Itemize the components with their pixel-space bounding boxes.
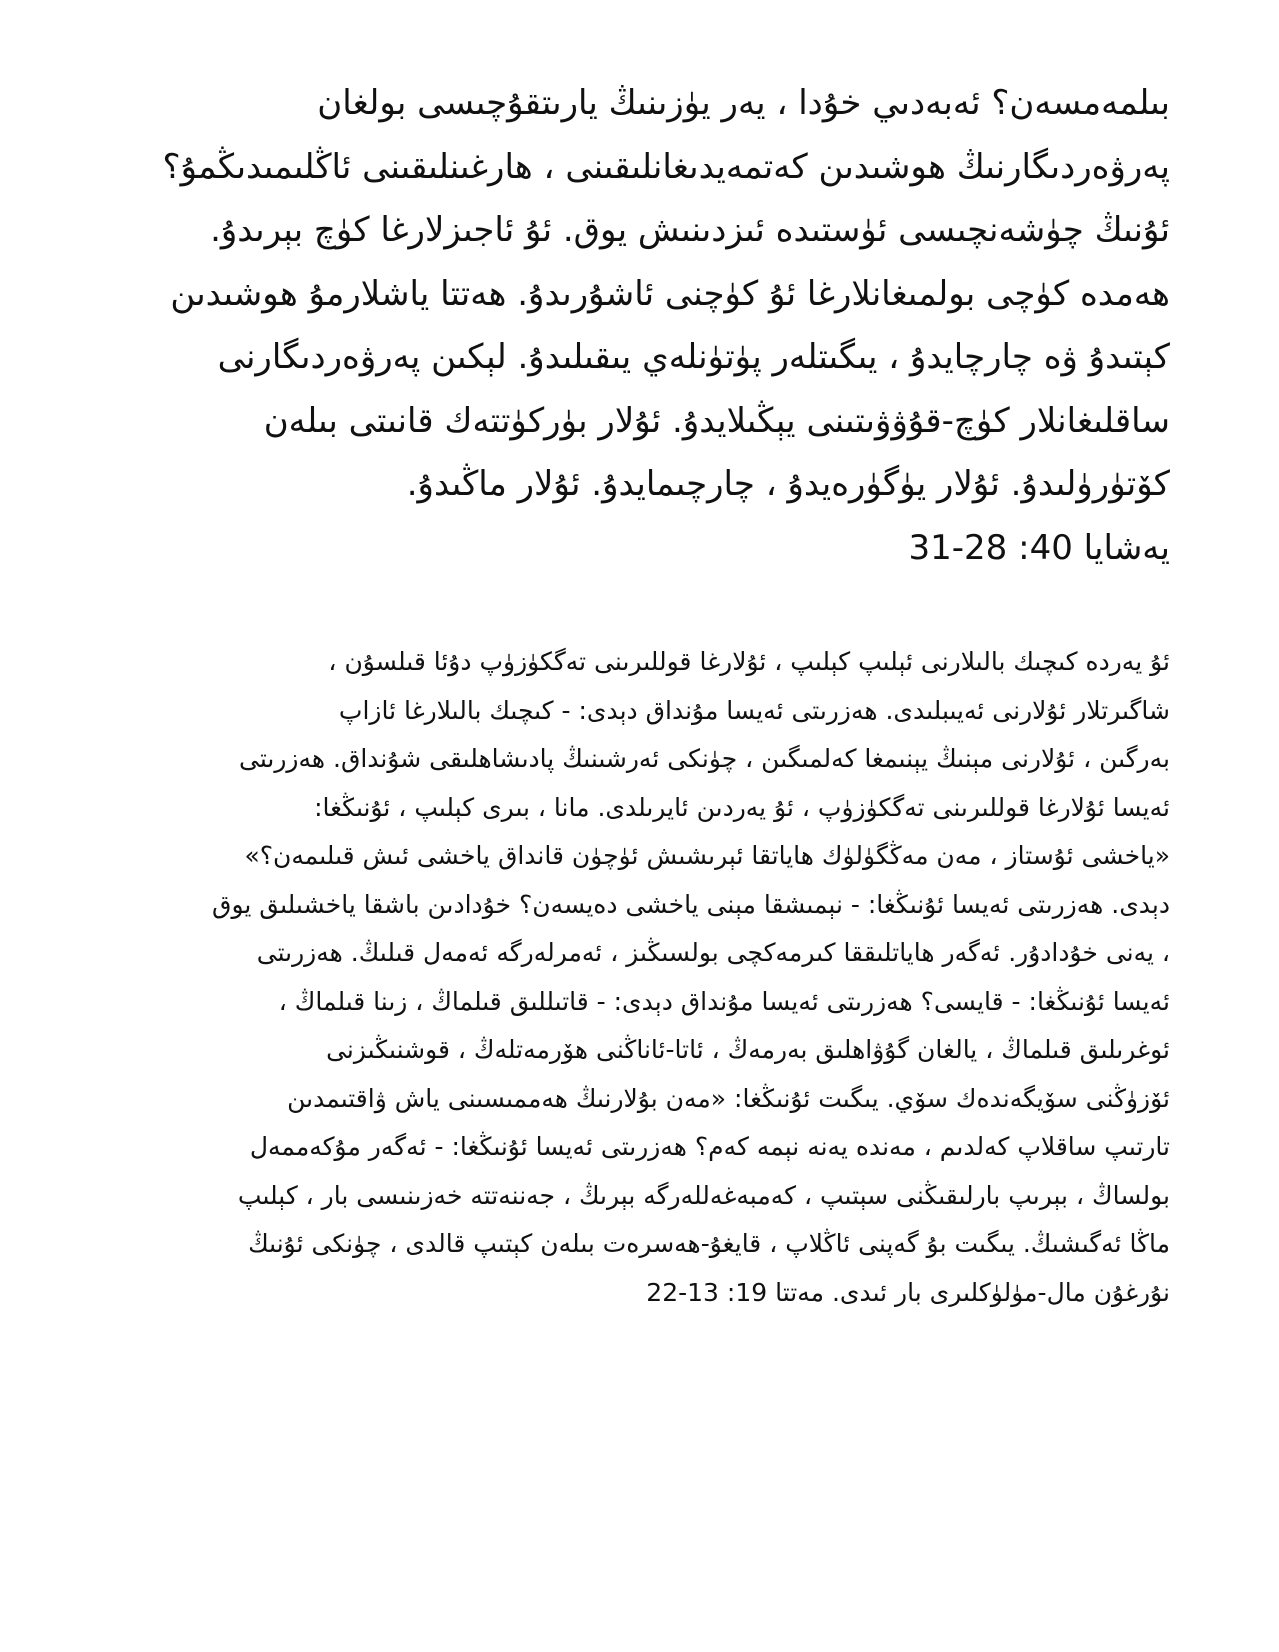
poem-line: ساقلىغانلار كۈچ-قۇۋۋىتىنى يېڭىلايدۇ. ئۇلار بۈركۈتتەك قانىتى بىلەن — [263, 400, 1170, 441]
poem-block — [100, 72, 1170, 580]
poem-reference: يەشايا 40: 28-31 — [908, 527, 1170, 568]
prose-line: تارتىپ ساقلاپ كەلدىم ، مەندە يەنە نېمە كەم؟ ھەزرىتى ئەيسا ئۇنىڭغا: - ئەگەر مۇكەممەل — [249, 1132, 1170, 1161]
prose-line: دېدى. ھەزرىتى ئەيسا ئۇنىڭغا: - نېمىشقا مېنى ياخشى دەيسەن؟ خۇدادىن باشقا ياخشىلىق يوق — [212, 889, 1170, 919]
poem-line: بىلمەمسەن؟ ئەبەدىي خۇدا ، يەر يۈزىنىڭ يارىتقۇچىسى بولغان — [317, 83, 1170, 123]
prose-line: ئۆزۈڭنى سۆيگەندەك سۆي. يىگىت ئۇنىڭغا: «مەن بۇلارنىڭ ھەممىسىنى ياش ۋاقتىمدىن — [287, 1083, 1170, 1113]
prose-line: شاگىرتلار ئۇلارنى ئەيىبلىدى. ھەزرىتى ئەيسا مۇنداق دېدى: - كىچىك بالىلارغا ئازاپ — [338, 695, 1170, 725]
prose-line: «ياخشى ئۇستاز ، مەن مەڭگۈلۈك ھاياتقا ئېرىشىش ئۈچۈن قانداق ياخشى ئىش قىلىمەن؟» — [244, 841, 1170, 870]
prose-line: ، يەنى خۇدادۇر. ئەگەر ھاياتلىققا كىرمەكچى بولسىڭىز ، ئەمرلەرگە ئەمەل قىلىڭ. ھەزرىتى — [256, 938, 1170, 967]
poem-line: كېتىدۇ ۋە چارچايدۇ ، يىگىتلەر پۈتۈنلەي يىقىلىدۇ. لېكىن پەرۋەردىگارنى — [217, 337, 1170, 377]
prose-line: ئەيسا ئۇنىڭغا: - قايسى؟ ھەزرىتى ئەيسا مۇنداق دېدى: - قاتىللىق قىلماڭ ، زىنا قىلماڭ ، — [278, 986, 1170, 1016]
prose-block — [100, 638, 1170, 1317]
prose-line: ئۇ يەردە كىچىك بالىلارنى ئېلىپ كېلىپ ، ئۇلارغا قوللىرىنى تەگكۈزۈپ دۇئا قىلسۇن ، — [328, 647, 1170, 676]
poem-line: ئۇنىڭ چۈشەنچىسى ئۈستىدە ئىزدىنىش يوق. ئۇ ئاجىزلارغا كۈچ بېرىدۇ. — [210, 210, 1170, 250]
poem-line: كۆتۈرۈلىدۇ. ئۇلار يۈگۈرەيدۇ ، چارچىمايدۇ. ئۇلار ماڭىدۇ. — [406, 464, 1170, 504]
poem-line: پەرۋەردىگارنىڭ ھوشىدىن كەتمەيدىغانلىقىنى ، ھارغىنلىقىنى ئاڭلىمىدىڭمۇ؟ — [162, 146, 1170, 187]
prose-line: ئەيسا ئۇلارغا قوللىرىنى تەگكۈزۈپ ، ئۇ يەردىن ئايرىلدى. مانا ، بىرى كېلىپ ، ئۇنىڭغا: — [314, 792, 1170, 822]
prose-line: بەرگىن ، ئۇلارنى مېنىڭ يېنىمغا كەلمىگىن ، چۈنكى ئەرشىنىڭ پادىشاھلىقى شۇنداق. ھەزرىتى — [238, 744, 1170, 773]
prose-line: ئوغرىلىق قىلماڭ ، يالغان گۇۋاھلىق بەرمەڭ ، ئاتا-ئاناڭنى ھۆرمەتلەڭ ، قوشنىڭىزنى — [326, 1035, 1170, 1064]
prose-line: ماڭا ئەگىشىڭ. يىگىت بۇ گەپنى ئاڭلاپ ، قايغۇ-ھەسرەت بىلەن كېتىپ قالدى ، چۈنكى ئۇنىڭ — [248, 1229, 1170, 1258]
page-content — [100, 72, 1170, 1317]
poem-line: ھەمدە كۈچى بولمىغانلارغا ئۇ كۈچنى ئاشۇرىدۇ. ھەتتا ياشلارمۇ ھوشىدىن — [170, 273, 1170, 314]
prose-reference-line: نۇرغۇن مال-مۈلۈكلىرى بار ئىدى. مەتتا 19: 13-22 — [646, 1277, 1170, 1307]
prose-line: بولساڭ ، بېرىپ بارلىقىڭنى سېتىپ ، كەمبەغەللەرگە بېرىڭ ، جەننەتتە خەزىنىسى بار ، كېلىپ — [237, 1180, 1170, 1210]
